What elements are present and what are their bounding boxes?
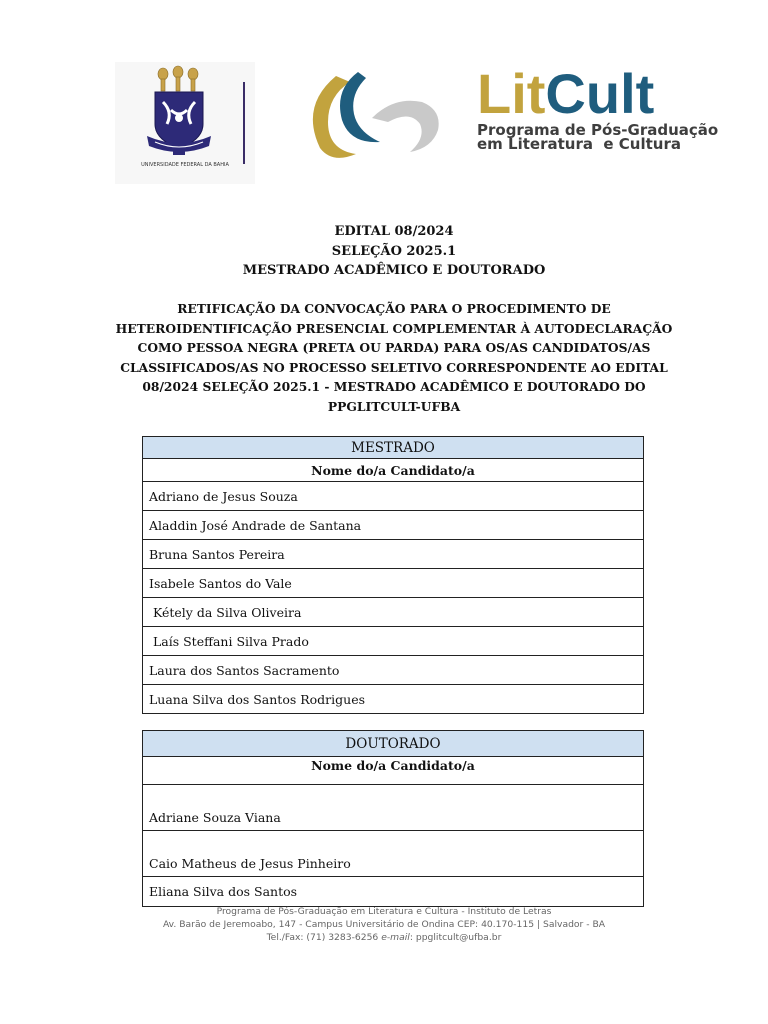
table-row xyxy=(143,785,644,831)
footer-email-label: e-mail xyxy=(381,932,410,943)
candidate-name: Caio Matheus de Jesus Pinheiro xyxy=(143,831,644,877)
ufba-caption: UNIVERSIDADE FEDERAL DA BAHIA xyxy=(141,162,229,168)
candidate-name: Adriano de Jesus Souza xyxy=(143,482,644,511)
footer-line-3 xyxy=(100,931,668,944)
brand-title xyxy=(477,64,747,124)
doutorado-heading: DOUTORADO xyxy=(143,731,644,757)
candidate-name: Adriane Souza Viana xyxy=(143,785,644,831)
table-row xyxy=(143,656,644,685)
brand-cult: Cult xyxy=(545,62,655,125)
table-row xyxy=(143,831,644,877)
letterhead xyxy=(115,62,740,184)
footer-line-1: Programa de Pós-Graduação em Literatura e Cultura - Instituto de Letras xyxy=(216,906,552,917)
footer-line-2: Av. Barão de Jeremoabo, 147 - Campus Universitário de Ondina CEP: 40.170-115 | Salvador - BA xyxy=(162,919,606,930)
candidate-name: Kétely da Silva Oliveira xyxy=(143,598,644,627)
litcult-swoosh-icon xyxy=(298,66,448,176)
table-row xyxy=(143,877,644,907)
mestrado-table xyxy=(142,436,644,714)
candidate-name: Eliana Silva dos Santos xyxy=(143,877,644,907)
candidate-name: Aladdin José Andrade de Santana xyxy=(143,511,644,540)
table-row xyxy=(143,540,644,569)
mestrado-heading: MESTRADO xyxy=(143,437,644,459)
header-divider xyxy=(243,82,245,164)
ufba-logo xyxy=(115,62,255,184)
table-row xyxy=(143,569,644,598)
candidate-name: Laís Steffani Silva Prado xyxy=(143,627,644,656)
litcult-mark xyxy=(298,66,448,176)
candidate-name: Luana Silva dos Santos Rodrigues xyxy=(143,685,644,714)
litcult-brand xyxy=(477,64,747,164)
title-line-2: SELEÇÃO 2025.1 xyxy=(331,243,457,259)
table-row xyxy=(143,598,644,627)
table-row xyxy=(143,511,644,540)
table-row xyxy=(143,627,644,656)
document-title xyxy=(110,222,678,281)
footer-email[interactable]: : ppglitcult@ufba.br xyxy=(409,932,502,943)
table-row xyxy=(143,482,644,511)
page-footer xyxy=(100,905,668,944)
table-row xyxy=(143,685,644,714)
footer-phone: Tel./Fax: (71) 3283-6256 xyxy=(266,932,382,943)
candidate-name: Isabele Santos do Vale xyxy=(143,569,644,598)
document-subtitle: RETIFICAÇÃO DA CONVOCAÇÃO PARA O PROCEDIMENTO DE HETEROIDENTIFICAÇÃO PRESENCIAL COMPLEMENTAR À AUTODECLARAÇÃO COMO PESSOA NEGRA (PRETA OU PARDA) PARA OS/AS CANDIDATOS/AS CLASSIFICADOS/AS NO PROCESSO SELETIVO CORRESPONDENTE AO EDITAL 08/2024 SELEÇÃO 2025.1 - MESTRADO ACADÊMICO E DOUTORADO DO PPGLITCULT-UFBA xyxy=(115,301,673,414)
candidate-name: Laura dos Santos Sacramento xyxy=(143,656,644,685)
brand-lit: Lit xyxy=(477,62,546,125)
doutorado-table xyxy=(142,730,644,907)
brand-sub-line1: Programa de Pós-Graduação xyxy=(477,121,719,139)
candidate-name: Bruna Santos Pereira xyxy=(143,540,644,569)
title-line-1: EDITAL 08/2024 xyxy=(334,224,454,239)
title-line-3: MESTRADO ACADÊMICO E DOUTORADO xyxy=(242,263,546,278)
mestrado-column-header: Nome do/a Candidato/a xyxy=(143,459,644,482)
brand-sub-line2: em Literatura e Cultura xyxy=(477,135,681,153)
doutorado-column-header: Nome do/a Candidato/a xyxy=(143,757,644,785)
